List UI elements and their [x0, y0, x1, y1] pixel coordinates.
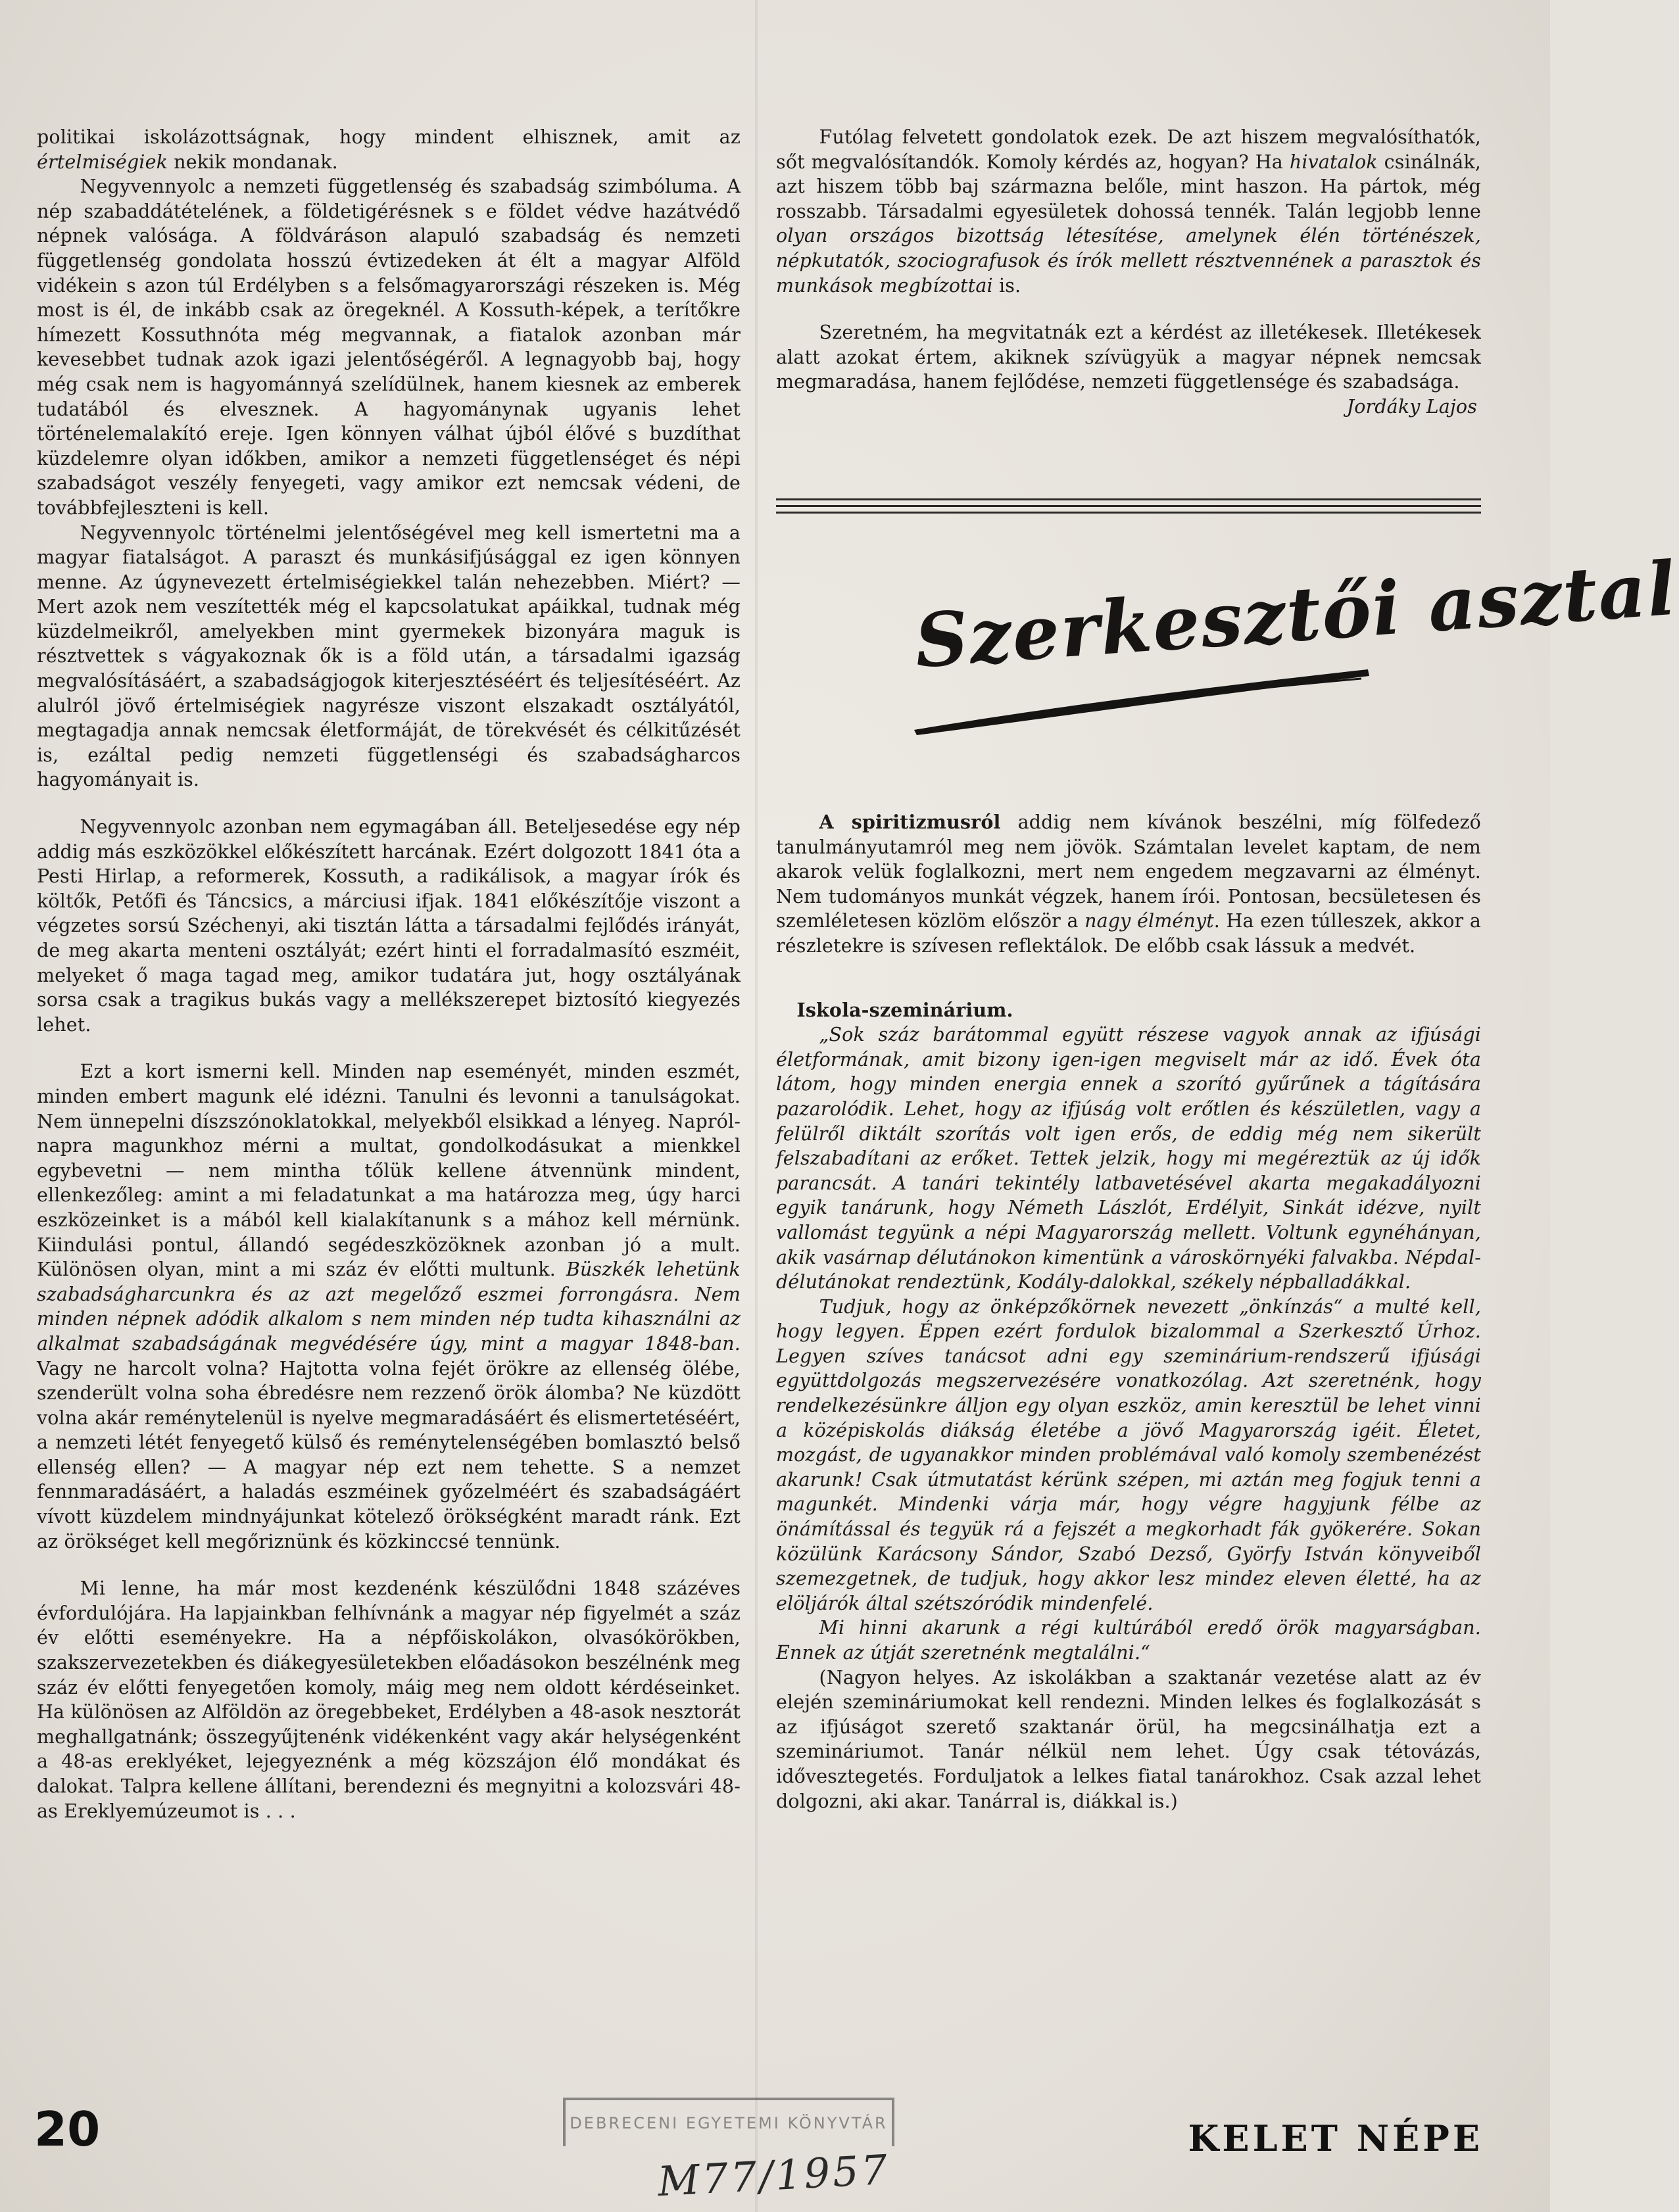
left-paragraph-2: Negyvennyolc a nemzeti függetlenség és szabadság szimbóluma. A nép szabaddátételének, a földetigérésnek s e földet védve hazátvédő népnek valósága. A földváráson alapuló szabadság és nemzeti függetlenség gondolata hosszú évtizedeken át élt a magyar Alföld vidékein s azon túl Erdélyben s a felsőmagyarországi részeken is. Még most is él, de inkább csak az öregeknél. A Kossuth-képek, a terítőkre hímezett Kossuthnóta még megvannak, a fiatalok azonban már kevesebbet tudnak azok igazi jelentőségéről. A legnagyobb baj, hogy még csak nem is hagyománnyá szelídülnek, hanem kiesnek az emberek tudatából és elvesznek. A hagyománynak ugyanis lehet történelemalakító ereje. Igen könnyen válhat újból élővé s buzdíthat küzdelemre olyan időkben, amikor a nemzeti függetlenséget és népi szabadságot veszély fenyegeti, vagy amikor ezt nemcsak védeni, de továbbfejleszteni is kell.: [37, 176, 741, 519]
spiritism-paragraph: A spiritizmusról addig nem kívánok beszélni, míg fölfedező tanulmányutamról meg nem jövök. Számtalan levelet kaptam, de nem akarok velük foglalkozni, mert nem engedem megzavarni az élményt. Nem tudományos munkát végzek, hanem írói. Pontosan, becsületesen és szemléletesen közlöm először a nagy élményt. Ha ezen túlleszek, akkor a részletekre is szívesen reflektálok. De előbb csak lássuk a medvét.: [776, 811, 1481, 957]
editor-reply: (Nagyon helyes. Az iskolákban a szaktanár vezetése alatt az év elején szemináriumokat kell rendezni. Minden lelkes és foglalkozását s az ifjúságot szerető szaktanár örül, ha megcsinálhatja ezt a szemináriumot. Tanár nélkül nem lehet. Úgy csak tétovázás, idővesztegetés. Forduljatok a lelkes fiatal tanárokhoz. Csak azzal lehet dolgozni, aki akar. Tanárral is, diákkal is.): [776, 1666, 1481, 1812]
left-column: [37, 125, 741, 1823]
handwritten-shelfmark: M77/1957: [656, 2145, 891, 2206]
right-paragraph-2: Szeretném, ha megvitatnák ezt a kérdést az illetékesek. Illetékesek alatt azokat értem, akiknek szívügyük a magyar népnek nemcsak megmaradása, hanem fejlődése, nemzeti függetlensége és szabadsága.: [776, 322, 1481, 393]
section-masthead: [908, 545, 1679, 736]
right-column-bottom: [776, 810, 1481, 1814]
page-number: 20: [34, 2102, 101, 2157]
left-paragraph-6: Mi lenne, ha már most kezdenénk készülődni 1848 százéves évfordulójára. Ha lapjainkban felhívnánk a magyar nép figyelmét a száz év előtti eseményekre. Ha a népfőiskolákon, olvasókörökben, szakszervezetekben és diákegyesületekben előadásokon beszélnénk meg száz év előtti fenyegetően komoly, máig meg nem oldott kérdéseinket. Ha különösen az Alföldön az öregebbeket, Erdélyben a 48-asok nesztorát meghallgatnánk; összegyűjtenénk vidékenként vagy akár helységenként a 48-as ereklyéket, lejegyeznénk a még közszájon élő mondákat és dalokat. Talpra kellene állítani, berendezni és megnyitni a kolozsvári 48-as Ereklyemúzeumot is . . .: [37, 1577, 741, 1822]
library-stamp: DEBRECENI EGYETEMI KÖNYVTÁR: [563, 2098, 894, 2146]
masthead-title: Szerkesztői asztal: [912, 545, 1679, 685]
right-paragraph-1: Futólag felvetett gondolatok ezek. De azt hiszem megvalósíthatók, sőt megvalósítandók. Komoly kérdés az, hogyan? Ha hivatalok csinálnák, azt hiszem több baj származna belőle, mint haszon. Ha pártok, még rosszabb. Társadalmi egyesületek dohossá tennék. Talán legjobb lenne olyan országos bizottság létesítése, amelynek élén történészek, népkutatók, szociografusok és írók mellett résztvennének a parasztok és munkások megbízottai is.: [776, 126, 1481, 297]
letter-quote-1: „Sok száz barátommal együtt részese vagyok annak az ifjúsági életformának, amit bizony igen-igen megviselt már az idő. Évek óta látom, hogy minden energia ennek a szorító gyűrűnek a tágítására pazarolódik. Lehet, hogy az ifjúság volt erőtlen és készületlen, vagy a felülről diktált szorítás volt igen erős, de eddig még nem sikerült felszabadítani az erőket. Tettek jelzik, hogy mi megéreztük az új idők parancsát. A tanári tekintély latbavetésével akarta megakadályozni egyik tanárunk, hogy Németh Lászlót, Erdélyit, Sinkát idézve, nyilt vallomást tegyünk a népi Magyarország mellett. Voltunk egynéhányan, akik vasárnap délutánokon kimentünk a városkörnyéki falvakba. Népdal-délutánokat rendeztünk, Kodály-dalokkal, székely népballadákkal.: [776, 1024, 1481, 1293]
masthead-swoosh: [901, 664, 1375, 736]
letter-quote-3: Mi hinni akarunk a régi kultúrából eredő örök magyarságban. Ennek az útját szeretnénk megtalálni.“: [776, 1617, 1481, 1664]
left-italic-passage: Büszkék lehetünk szabadságharcunkra és az azt megelőző eszmei forrongásra. Nem minden népnek adódik alkalom s nem minden nép tudta kihasználni az alkalmat szabadságának megvédésére úgy, mint a magyar 1848-ban.: [37, 1259, 741, 1355]
left-paragraph-3: Negyvennyolc történelmi jelentőségével meg kell ismertetni ma a magyar fiatalságot. A paraszt és munkásifjúsággal ez igen könnyen menne. Az úgynevezett értelmiségiekkel talán nehezebben. Miért? — Mert azok nem veszítették még el kapcsolatukat apáikkal, tudnak még küzdelmeikről, amelyekben mint gyermekek bizonyára maguk is résztvettek s vágyakoznak ők is a föld után, a társadalmi igazság megvalósításáért, a szabadságjogok kiterjesztéséért és teljesítéséért. Az alulról jövő értelmiségiek nagyrésze viszont elszakadt osztályától, megtagadja annak nemcsak életformáját, de törekvését és célkitűzését is, ezáltal pedig nemzeti függetlenségi és szabadságharcos hagyományait is.: [37, 521, 741, 791]
section-heading: Iskola-szeminárium.: [796, 998, 1013, 1021]
left-paragraph-4: Negyvennyolc azonban nem egymagában áll. Beteljesedése egy nép addig más eszközökkel előkészített harcának. Ezért dolgozott 1841 óta a Pesti Hirlap, a reformerek, Kossuth, a radikálisok, a magyar írók és költők, Petőfi és Táncsics, a márciusi ifjak. 1841 előkészítője viszont a végzetes sorsú Széchenyi, aki tisztán látta a társadalmi fejlődés irányát, de meg akarta menteni osztályát; ezért hinti el forradalmasító eszméit, melyeket ő maga tagad meg, amikor tudatára jut, hogy osztályának sorsa csak a tragikus bukás vagy a mellékszerepet biztosító kiegyezés lehet.: [37, 816, 741, 1036]
left-paragraph-1: politikai iskolázottságnak, hogy mindent elhisznek, amit az értelmiségiek nekik mondanak.: [37, 126, 741, 173]
author-signature: Jordáky Lajos: [1346, 395, 1477, 418]
section-divider: [776, 498, 1481, 518]
left-italic-word: értelmiségiek: [37, 151, 168, 173]
column-fold: [755, 0, 758, 2212]
letter-quote-2: Tudjuk, hogy az önképzőkörnek nevezett „önkínzás“ a multé kell, hogy legyen. Éppen ezért fordulok bizalommal a Szerkesztő Úrhoz. Legyen szíves tanácsot adni egy szeminárium-rendszerű ifjúsági együttdolgozás megszervezésére vonatkozólag. Azt szeretnénk, hogy rendelkezésünkre álljon egy olyan eszköz, amin keresztül be lehet vinni a középiskolás diákság életébe a jövő Magyarország igéit. Életet, mozgást, de ugyanakkor minden problémával való komoly szembenézést akarunk! Csak útmutatást kérünk szépen, mi aztán meg fogjuk tenni a magunkét. Mindenki várja már, hogy végre hagyjunk félbe az önámítással és tegyük rá a fejszét a megkorhadt fák gyökerére. Sokan közülünk Karácsony Sándor, Szabó Dezső, Györfy István könyveiből szemezgetnek, de tudjuk, hogy akkor lesz mindez eleven életté, ha az elöljárók által szétszóródik mindenfelé.: [776, 1295, 1481, 1614]
right-column-top: [776, 125, 1481, 420]
publication-name: KELET NÉPE: [1188, 2117, 1483, 2159]
left-paragraph-5: Ezt a kort ismerni kell. Minden nap eseményét, minden eszmét, minden embert magunk elé idézni. Tanulni és levonni a tanulságokat. Nem ünnepelni díszszónoklatokkal, melyekből elsikkad a lényeg. Napról-napra magunkhoz mérni a multat, gondolkodásukat a mienkkel egybevetni — nem mintha tőlük kellene átvennünk mindent, ellenkezőleg: amint a mi feladatunkat a ma határozza meg, úgy harci eszközeinket is a mából kell kialakítanunk s a mához kell mérnünk. Kiindulási pontul, állandó segédeszközöknek azonban jó a mult. Különösen olyan, mint a mi száz év előtti multunk. Büszkék lehetünk szabadságharcunkra és az azt megelőző eszmei forrongásra. Nem minden népnek adódik alkalom s nem minden nép tudta kihasználni az alkalmat szabadságának megvédésére úgy, mint a magyar 1848-ban. Vagy ne harcolt volna? Hajtotta volna fejét örökre az ellenség ölébe, szenderült volna soha ébredésre nem rezzenő örök álomba? Ne küzdött volna akár reménytelenül is nyelve megmaradásáért és elismertetéséért, a nemzeti létét fenyegető külső és reménytelenségében bomlasztó belső ellenség ellen? — A magyar nép ezt nem tehette. S a nemzet fennmaradásáért, a haladás eszméinek győzelméért és szabadságáért vívott küzdelem mindnyájunkat kötelező örökségként maradt ránk. Ezt az örökséget kell megőriznünk és közkinccsé tennünk.: [37, 1061, 741, 1552]
